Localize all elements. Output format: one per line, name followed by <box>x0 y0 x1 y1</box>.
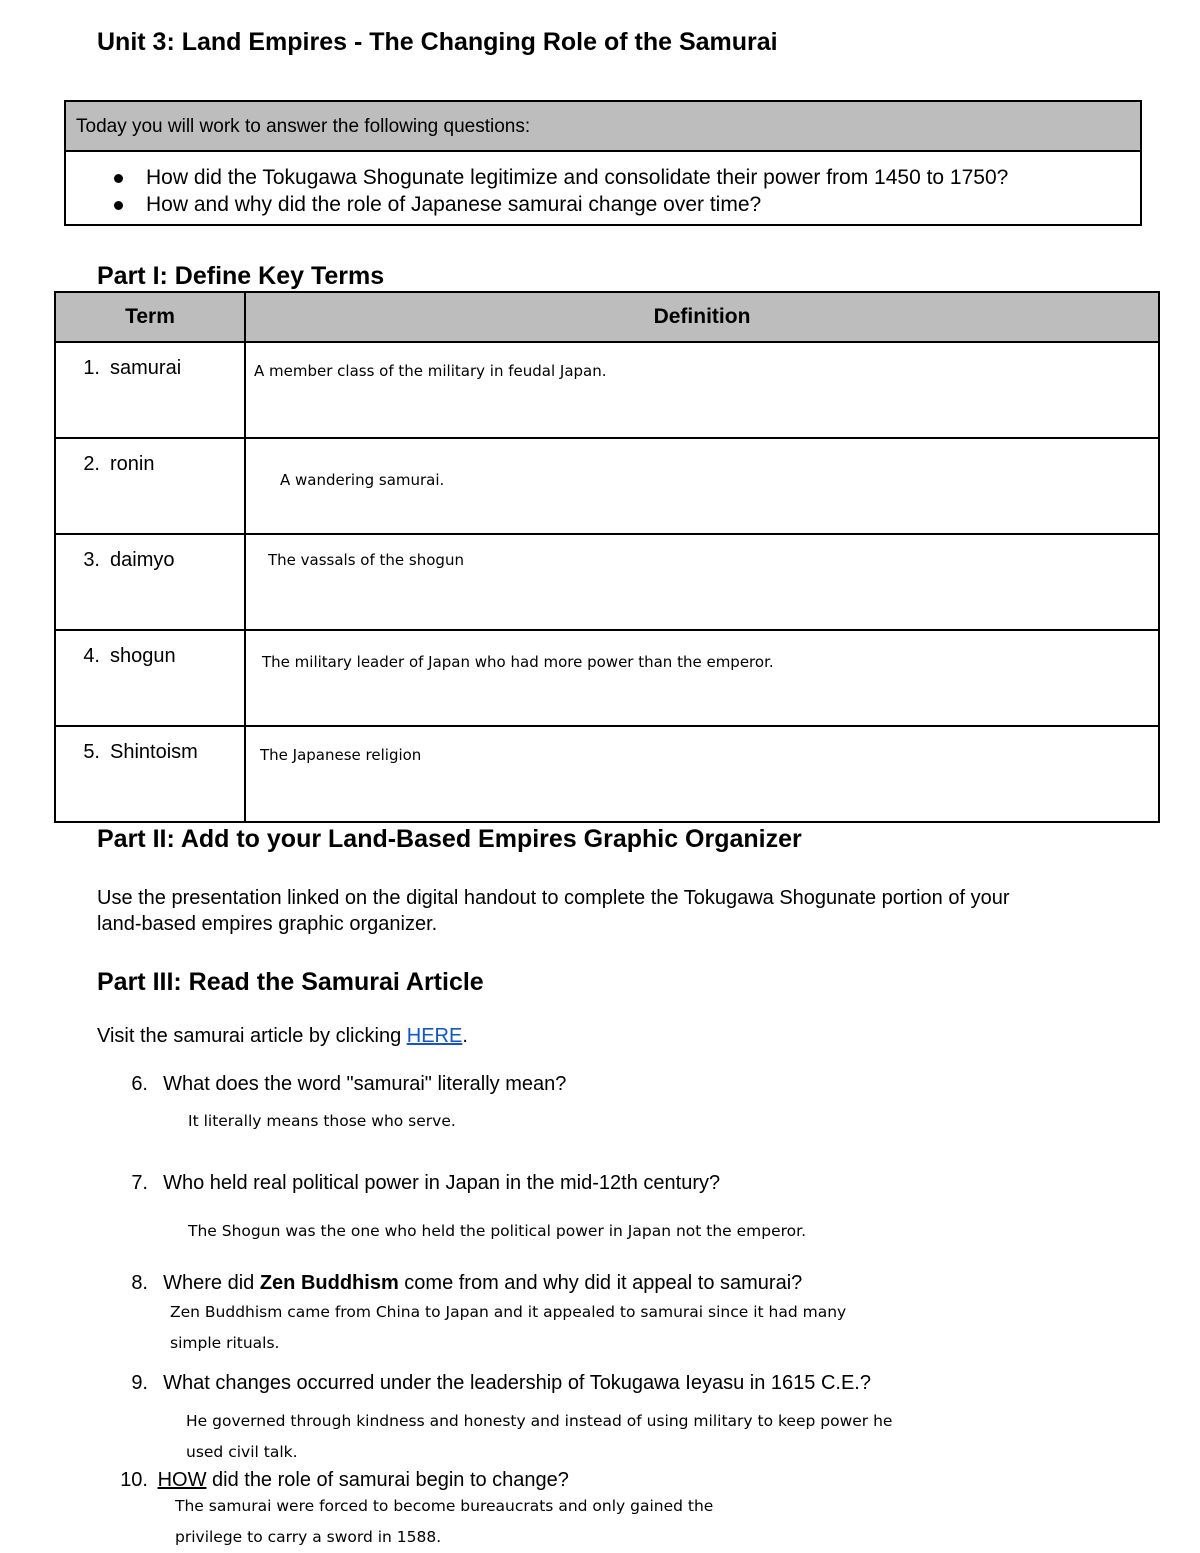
term-label: daimyo <box>110 549 175 571</box>
definition-text: The Japanese religion <box>260 746 422 764</box>
article-link[interactable]: HERE <box>406 1025 463 1047</box>
bullet-icon <box>114 174 123 183</box>
guiding-questions-header: Today you will work to answer the following questions: <box>66 102 1140 152</box>
definition-text: The vassals of the shogun <box>268 551 464 569</box>
answer-6: It literally means those who serve. <box>188 1112 456 1130</box>
table-row: 4. shogun The military leader of Japan who had more power than the emperor. <box>55 630 1159 726</box>
guiding-questions-list <box>66 152 1140 218</box>
answer-7: The Shogun was the one who held the political power in Japan not the emperor. <box>188 1222 807 1240</box>
table-row: 5. Shintoism The Japanese religion <box>55 726 1159 822</box>
part2-heading: Part II: Add to your Land-Based Empires Graphic Organizer <box>97 825 802 853</box>
visit-article-text: Visit the samurai article by clicking HERE. <box>97 1025 468 1047</box>
term-label: ronin <box>110 453 155 475</box>
question-7: 7. Who held real political power in Japan in the mid-12th century? <box>131 1172 721 1194</box>
part3-heading: Part III: Read the Samurai Article <box>97 968 484 996</box>
answer-9: He governed through kindness and honesty and instead of using military to keep power he used civil talk. <box>186 1412 893 1461</box>
part1-heading: Part I: Define Key Terms <box>97 262 385 290</box>
table-row: 3. daimyo The vassals of the shogun <box>55 534 1159 630</box>
bullet-icon <box>114 201 123 210</box>
term-column-header: Term <box>55 292 245 342</box>
term-label: samurai <box>110 357 182 379</box>
definition-column-header: Definition <box>245 292 1159 342</box>
answer-10: The samurai were forced to become bureaucrats and only gained the privilege to carry a sword in 1588. <box>175 1497 714 1546</box>
definition-text: The military leader of Japan who had more power than the emperor. <box>262 653 774 671</box>
table-row: 2. ronin A wandering samurai. <box>55 438 1159 534</box>
list-item: How did the Tokugawa Shogunate legitimize and consolidate their power from 1450 to 1750? <box>66 164 1140 191</box>
answer-8: Zen Buddhism came from China to Japan and it appealed to samurai since it had many simple rituals. <box>170 1303 847 1352</box>
page-title: Unit 3: Land Empires - The Changing Role of the Samurai <box>97 28 778 56</box>
question-6: 6. What does the word "samurai" literally mean? <box>131 1073 567 1095</box>
question-10: 10. HOW did the role of samurai begin to change? <box>120 1469 569 1491</box>
part2-instructions: Use the presentation linked on the digital handout to complete the Tokugawa Shogunate portion of your land-based empires graphic organizer. <box>97 887 1010 935</box>
question-8: 8. Where did Zen Buddhism come from and why did it appeal to samurai? <box>131 1272 803 1294</box>
term-label: shogun <box>110 645 176 667</box>
key-terms-table <box>54 291 1160 823</box>
list-item: How and why did the role of Japanese samurai change over time? <box>66 191 1140 218</box>
definition-text: A member class of the military in feudal Japan. <box>254 362 607 380</box>
term-label: Shintoism <box>110 741 198 763</box>
guiding-questions-box <box>64 100 1142 226</box>
question-9: 9. What changes occurred under the leadership of Tokugawa Ieyasu in 1615 C.E.? <box>131 1372 871 1394</box>
definition-text: A wandering samurai. <box>280 471 445 489</box>
table-row: 1. samurai A member class of the military in feudal Japan. <box>55 342 1159 438</box>
